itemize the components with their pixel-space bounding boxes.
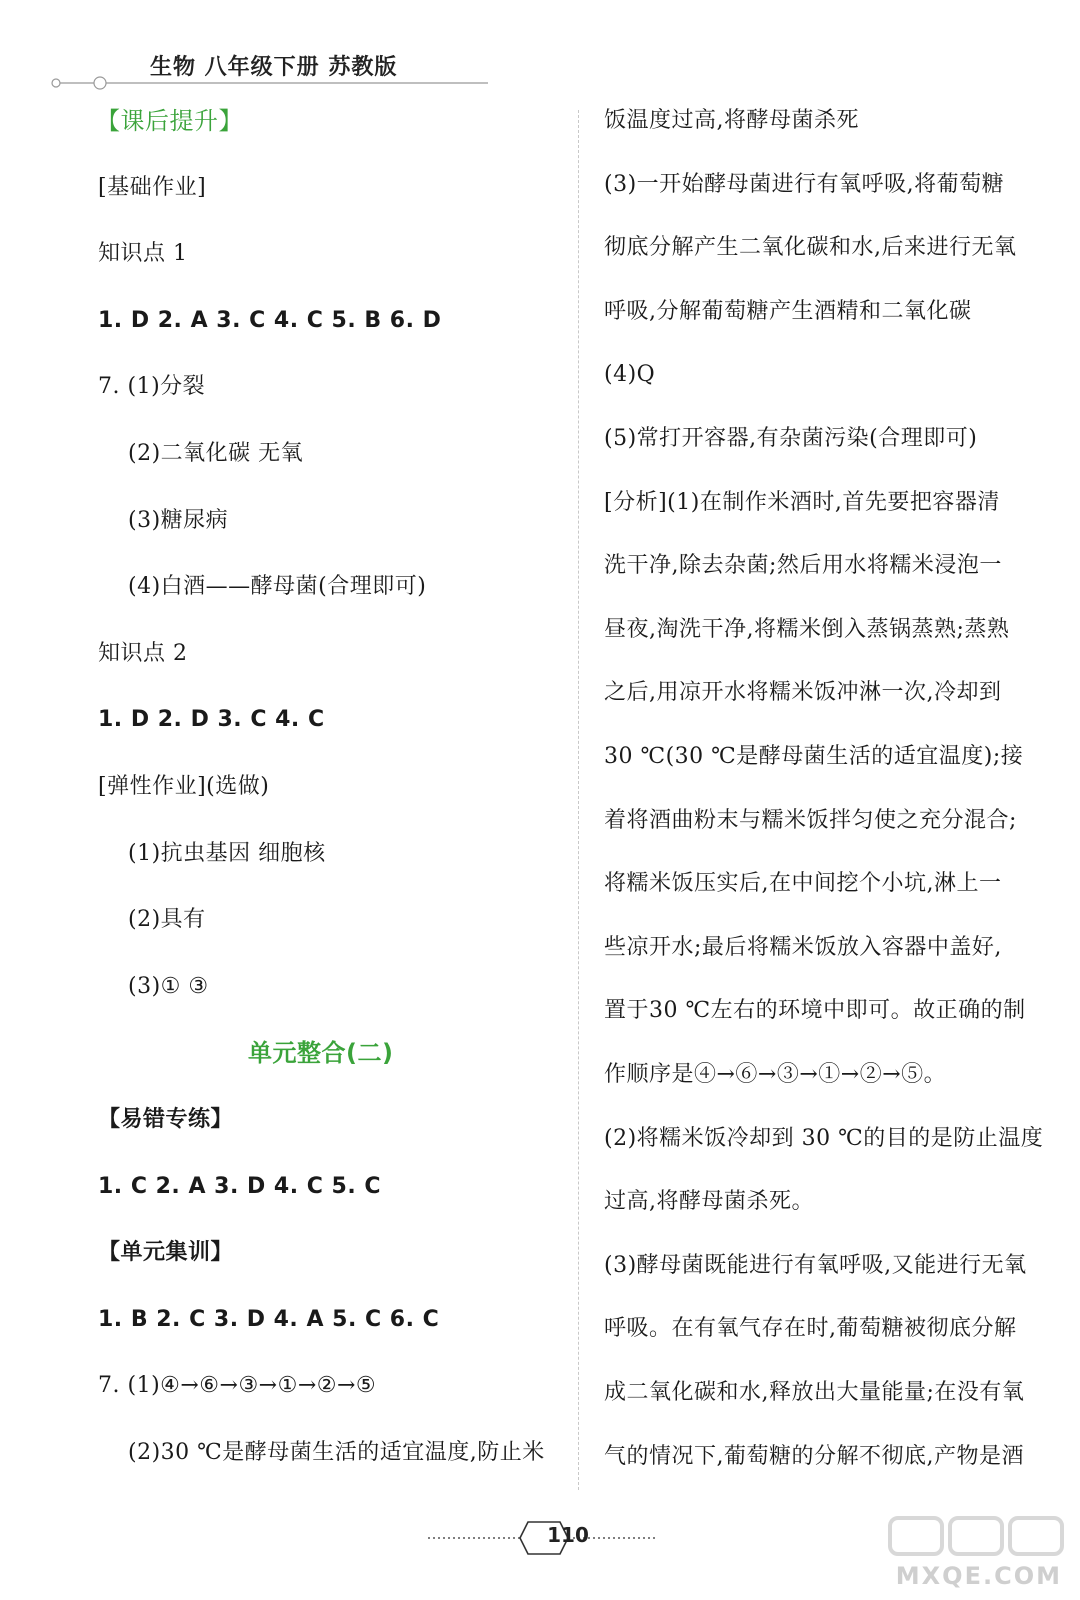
- left-line-21: (2)30 ℃是酵母菌生活的适宜温度,防止米: [128, 1440, 545, 1465]
- right-line-2: (3)一开始酵母菌进行有氧呼吸,将葡萄糖: [604, 171, 1005, 197]
- left-line-1: 【课后提升】: [96, 107, 243, 135]
- left-line-20: 7. (1)④→⑥→③→①→②→⑤: [98, 1373, 377, 1399]
- right-line-18: 过高,将酵母菌杀死。: [604, 1189, 814, 1215]
- right-line-13: 将糯米饭压实后,在中间挖个小坑,淋上一: [604, 871, 1002, 897]
- right-line-17: (2)将糯米饭冷却到 30 ℃的目的是防止温度: [604, 1125, 1044, 1151]
- right-line-14: 些凉开水;最后将糯米饭放入容器中盖好,: [604, 934, 1002, 960]
- left-line-14: (3)① ③: [128, 973, 209, 999]
- left-line-9: 知识点 2: [98, 640, 188, 666]
- right-line-7: [分析](1)在制作米酒时,首先要把容器清: [604, 489, 1000, 515]
- left-line-3: 知识点 1: [98, 241, 188, 267]
- right-line-19: (3)酵母菌既能进行有氧呼吸,又能进行无氧: [604, 1252, 1027, 1278]
- left-line-16: 【易错专练】: [98, 1107, 234, 1132]
- left-line-7: (3)糖尿病: [128, 507, 229, 533]
- right-line-20: 呼吸。在有氧气存在时,葡萄糖被彻底分解: [604, 1316, 1017, 1342]
- left-line-19: 1. B 2. C 3. D 4. A 5. C 6. C: [98, 1306, 440, 1332]
- left-line-8: (4)白酒——酵母菌(合理即可): [128, 574, 427, 600]
- header-title: 生物 八年级下册 苏教版: [150, 55, 398, 80]
- right-line-22: 气的情况下,葡萄糖的分解不彻底,产物是酒: [604, 1443, 1024, 1469]
- watermark-text: MXQE.COM: [895, 1562, 1062, 1590]
- left-line-13: (2)具有: [128, 907, 206, 933]
- right-line-4: 呼吸,分解葡萄糖产生酒精和二氧化碳: [604, 298, 972, 324]
- right-line-15: 置于30 ℃左右的环境中即可。故正确的制: [604, 998, 1026, 1024]
- right-line-5: (4)Q: [604, 362, 656, 388]
- page-number: 110: [547, 1523, 589, 1547]
- left-line-15: 单元整合(二): [248, 1039, 394, 1068]
- right-line-12: 着将酒曲粉末与糯米饭拌匀使之充分混合;: [604, 807, 1017, 833]
- left-line-6: (2)二氧化碳 无氧: [128, 441, 304, 466]
- right-line-3: 彻底分解产生二氧化碳和水,后来进行无氧: [604, 235, 1017, 261]
- left-line-2: [基础作业]: [98, 174, 207, 200]
- right-line-6: (5)常打开容器,有杂菌污染(合理即可): [604, 426, 978, 451]
- right-line-9: 昼夜,淘洗干净,将糯米倒入蒸锅蒸熟;蒸熟: [604, 616, 1010, 642]
- column-divider: [578, 110, 579, 1490]
- right-line-11: 30 ℃(30 ℃是酵母菌生活的适宜温度);接: [604, 744, 1024, 769]
- right-line-16: 作顺序是④→⑥→③→①→②→⑤。: [604, 1062, 947, 1087]
- right-line-10: 之后,用凉开水将糯米饭冲淋一次,冷却到: [604, 680, 1002, 706]
- right-line-8: 洗干净,除去杂菌;然后用水将糯米浸泡一: [604, 553, 1002, 579]
- left-line-12: (1)抗虫基因 细胞核: [128, 840, 326, 866]
- left-line-4: 1. D 2. A 3. C 4. C 5. B 6. D: [98, 307, 442, 333]
- left-line-17: 1. C 2. A 3. D 4. C 5. C: [98, 1173, 381, 1199]
- left-line-5: 7. (1)分裂: [98, 374, 206, 400]
- header-rule-decoration: [48, 76, 488, 90]
- right-line-1: 饭温度过高,将酵母菌杀死: [604, 108, 859, 133]
- left-line-11: [弹性作业](选做): [98, 774, 270, 799]
- left-line-10: 1. D 2. D 3. C 4. C: [98, 707, 325, 733]
- left-line-18: 【单元集训】: [98, 1240, 234, 1266]
- right-line-21: 成二氧化碳和水,释放出大量能量;在没有氧: [604, 1380, 1025, 1405]
